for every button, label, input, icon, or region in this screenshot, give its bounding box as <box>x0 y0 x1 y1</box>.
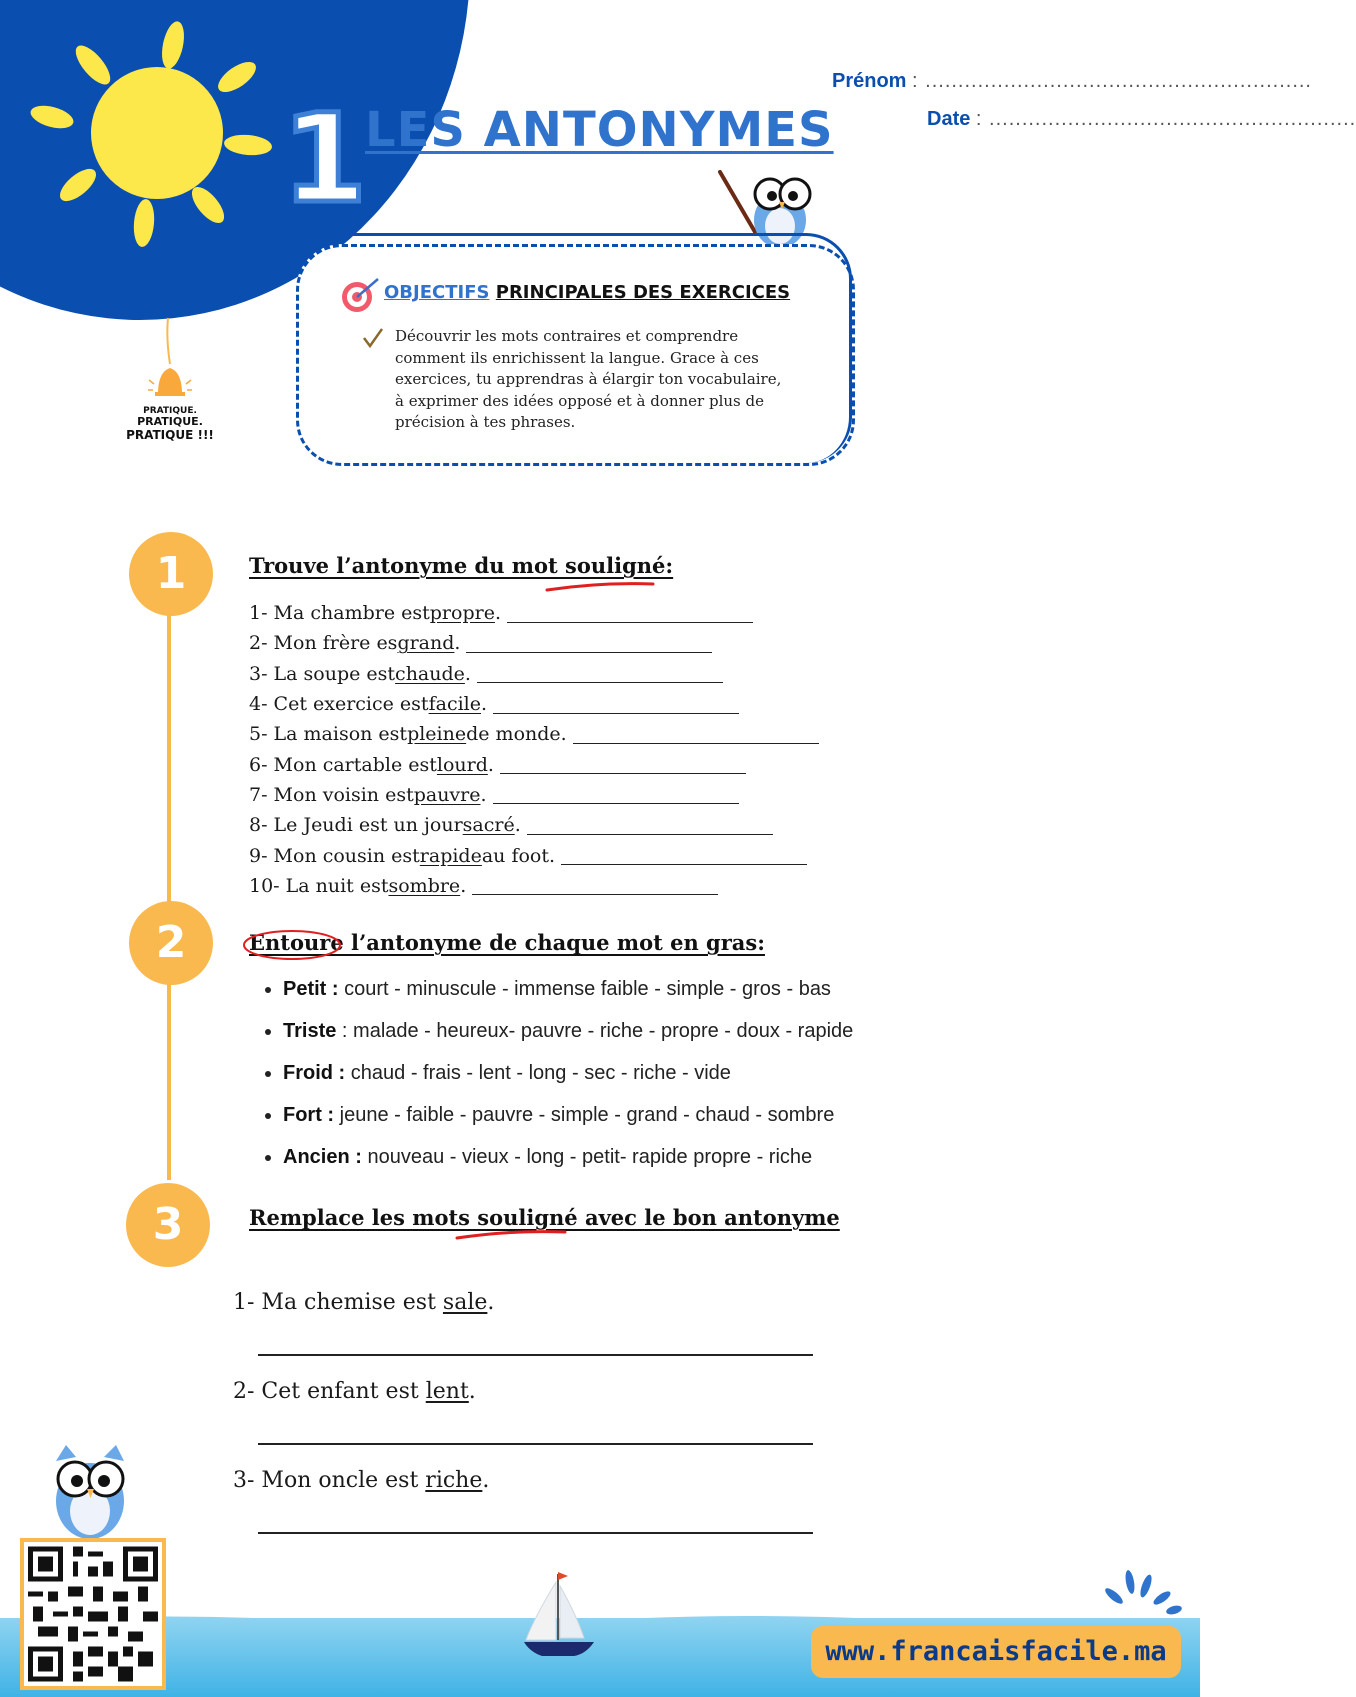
item-text: 5- La maison est <box>249 723 408 746</box>
item-suffix: . <box>464 662 471 685</box>
exercise-2-item <box>283 1094 853 1136</box>
qr-code-frame[interactable] <box>20 1538 166 1690</box>
item-suffix: . <box>514 814 521 837</box>
bold-word: Ancien : <box>283 1146 362 1168</box>
sailboat-icon <box>520 1568 600 1660</box>
answer-blank[interactable] <box>493 695 739 714</box>
website-url[interactable]: www.francaisfacile.ma <box>811 1626 1181 1678</box>
item-suffix: . <box>460 874 467 897</box>
exercise-1-item <box>249 780 819 810</box>
answer-line[interactable] <box>258 1443 813 1445</box>
splash-icon <box>1100 1568 1184 1618</box>
target-icon <box>340 275 384 315</box>
exercise-3-item <box>233 1290 494 1379</box>
answer-blank[interactable] <box>507 604 753 623</box>
word-options[interactable]: jeune - faible - pauvre - simple - grand - chaud - sombre <box>334 1104 835 1126</box>
underlined-word: lent <box>425 1379 469 1404</box>
item-suffix: . <box>487 1290 495 1315</box>
answer-blank[interactable] <box>477 664 723 683</box>
underlined-word: pleine <box>407 723 467 746</box>
underlined-word: sale <box>442 1290 488 1315</box>
item-suffix: au foot. <box>481 844 556 867</box>
date-field[interactable] <box>927 108 1356 131</box>
exercise-1-item <box>249 598 819 628</box>
underlined-word: riche <box>425 1468 483 1493</box>
item-suffix: . <box>494 602 501 625</box>
exercise-3-item <box>233 1379 494 1468</box>
sentence <box>233 1379 494 1404</box>
date-dots: : ........................................................ <box>975 108 1356 130</box>
item-text: 1- Ma chemise est <box>233 1290 443 1315</box>
prenom-dots: : ........................................................... <box>912 70 1312 92</box>
item-text: 3- La soupe est <box>249 662 396 685</box>
exercise-1-item <box>249 749 819 779</box>
item-suffix: . <box>480 783 487 806</box>
exercise-3-list <box>233 1290 494 1557</box>
exercise-2-item <box>283 1136 853 1178</box>
exercise-1-item <box>249 871 819 901</box>
lesson-number: 1 <box>282 88 367 230</box>
pratique-line-3: PRATIQUE !!! <box>126 427 214 442</box>
answer-line[interactable] <box>258 1354 813 1356</box>
bold-word: Triste <box>283 1020 337 1042</box>
answer-blank[interactable] <box>527 816 773 835</box>
pratique-text <box>118 406 222 443</box>
bell-icon <box>146 318 196 406</box>
objectives-title <box>384 282 790 303</box>
qr-code-icon <box>28 1546 158 1682</box>
item-suffix: . <box>482 1468 490 1493</box>
prenom-field[interactable] <box>832 70 1312 93</box>
exercise-3-item <box>233 1468 494 1557</box>
underlined-word: sacré <box>462 814 515 837</box>
sentence <box>233 1290 494 1315</box>
answer-blank[interactable] <box>493 785 739 804</box>
date-label: Date <box>927 108 971 130</box>
pratique-line-1: PRATIQUE. <box>143 406 197 416</box>
red-circle-stroke <box>241 928 345 964</box>
answer-blank[interactable] <box>472 876 718 895</box>
objectives-title-part2: PRINCIPALES DES EXERCICES <box>495 282 791 303</box>
item-suffix: . <box>487 753 494 776</box>
exercise-1-item <box>249 719 819 749</box>
underlined-word: propre <box>429 602 495 625</box>
exercise-2-title: Entoure l’antonyme de chaque mot en gras: <box>249 930 765 955</box>
item-suffix: de monde. <box>466 723 567 746</box>
checkmark-icon <box>362 327 384 349</box>
word-options[interactable]: chaud - frais - lent - long - sec - riche - vide <box>345 1062 731 1084</box>
red-underline-stroke <box>455 1228 569 1242</box>
underlined-word: sombre <box>388 874 461 897</box>
exercise-1-item <box>249 689 819 719</box>
item-text: 4- Cet exercice est <box>249 693 429 716</box>
item-text: 9- Mon cousin est <box>249 844 420 867</box>
underlined-word: pauvre <box>413 783 481 806</box>
underlined-word: lourd <box>436 753 488 776</box>
timeline-line-2 <box>167 980 171 1180</box>
objectives-title-part1: OBJECTIFS <box>384 282 490 303</box>
bold-word: Froid : <box>283 1062 346 1084</box>
item-text: 2- Mon frère es <box>249 632 398 655</box>
answer-line[interactable] <box>258 1532 813 1534</box>
item-text: 2- Cet enfant est <box>233 1379 426 1404</box>
exercise-1-title: Trouve l’antonyme du mot souligné: <box>249 553 674 578</box>
sentence <box>233 1468 494 1493</box>
owl-icon <box>715 160 815 250</box>
exercise-2-item <box>283 1052 853 1094</box>
word-options[interactable]: nouveau - vieux - long - petit- rapide propre - riche <box>361 1146 813 1168</box>
exercise-1-number: 1 <box>129 532 213 616</box>
item-text: 6- Mon cartable est <box>249 753 437 776</box>
exercise-1-list <box>249 598 819 901</box>
exercise-3-number: 3 <box>126 1183 210 1267</box>
underlined-word: chaude <box>395 662 465 685</box>
exercise-2-number: 2 <box>129 901 213 985</box>
objectives-text: Découvrir les mots contraires et comprendre comment ils enrichissent la langue. Grace à ces exercices, tu apprendras à élargir ton vocabulaire, à exprimer des idées opposé et à donner plus de précision à tes phrases. <box>395 327 782 431</box>
exercise-1-item <box>249 628 819 658</box>
underlined-word: grand <box>397 632 455 655</box>
exercise-1-item <box>249 659 819 689</box>
pratique-line-2: PRATIQUE. <box>137 415 203 429</box>
exercise-1-item <box>249 840 819 870</box>
answer-blank[interactable] <box>500 755 746 774</box>
red-underline-stroke <box>545 580 657 594</box>
sun-icon <box>30 15 280 255</box>
timeline-line-1 <box>167 610 171 910</box>
answer-blank[interactable] <box>573 725 819 744</box>
underlined-word: rapide <box>419 844 482 867</box>
item-suffix: . <box>454 632 461 655</box>
prenom-label: Prénom <box>832 70 907 92</box>
exercise-2-list <box>262 968 853 1178</box>
item-text: 10- La nuit est <box>249 874 389 897</box>
exercise-2-item <box>283 968 853 1010</box>
exercise-2-item <box>283 1010 853 1052</box>
page-title: LES ANTONYMES <box>365 102 834 158</box>
bold-word: Fort : <box>283 1104 335 1126</box>
bold-word: Petit : <box>283 978 339 1000</box>
exercise-1-item <box>249 810 819 840</box>
word-options[interactable]: court - minuscule - immense faible - simple - gros - bas <box>338 978 831 1000</box>
item-suffix: . <box>468 1379 476 1404</box>
underlined-word: facile <box>428 693 481 716</box>
item-text: 7- Mon voisin est <box>249 783 414 806</box>
word-options[interactable]: : malade - heureux- pauvre - riche - propre - doux - rapide <box>336 1020 854 1042</box>
item-text: 1- Ma chambre est <box>249 602 430 625</box>
owl-icon <box>46 1443 136 1543</box>
item-suffix: . <box>480 693 488 716</box>
answer-blank[interactable] <box>466 634 712 653</box>
answer-blank[interactable] <box>561 846 807 865</box>
exercise-3-title: Remplace les mots souligné avec le bon antonyme <box>249 1205 840 1230</box>
item-text: 8- Le Jeudi est un jour <box>249 814 463 837</box>
item-text: 3- Mon oncle est <box>233 1468 426 1493</box>
